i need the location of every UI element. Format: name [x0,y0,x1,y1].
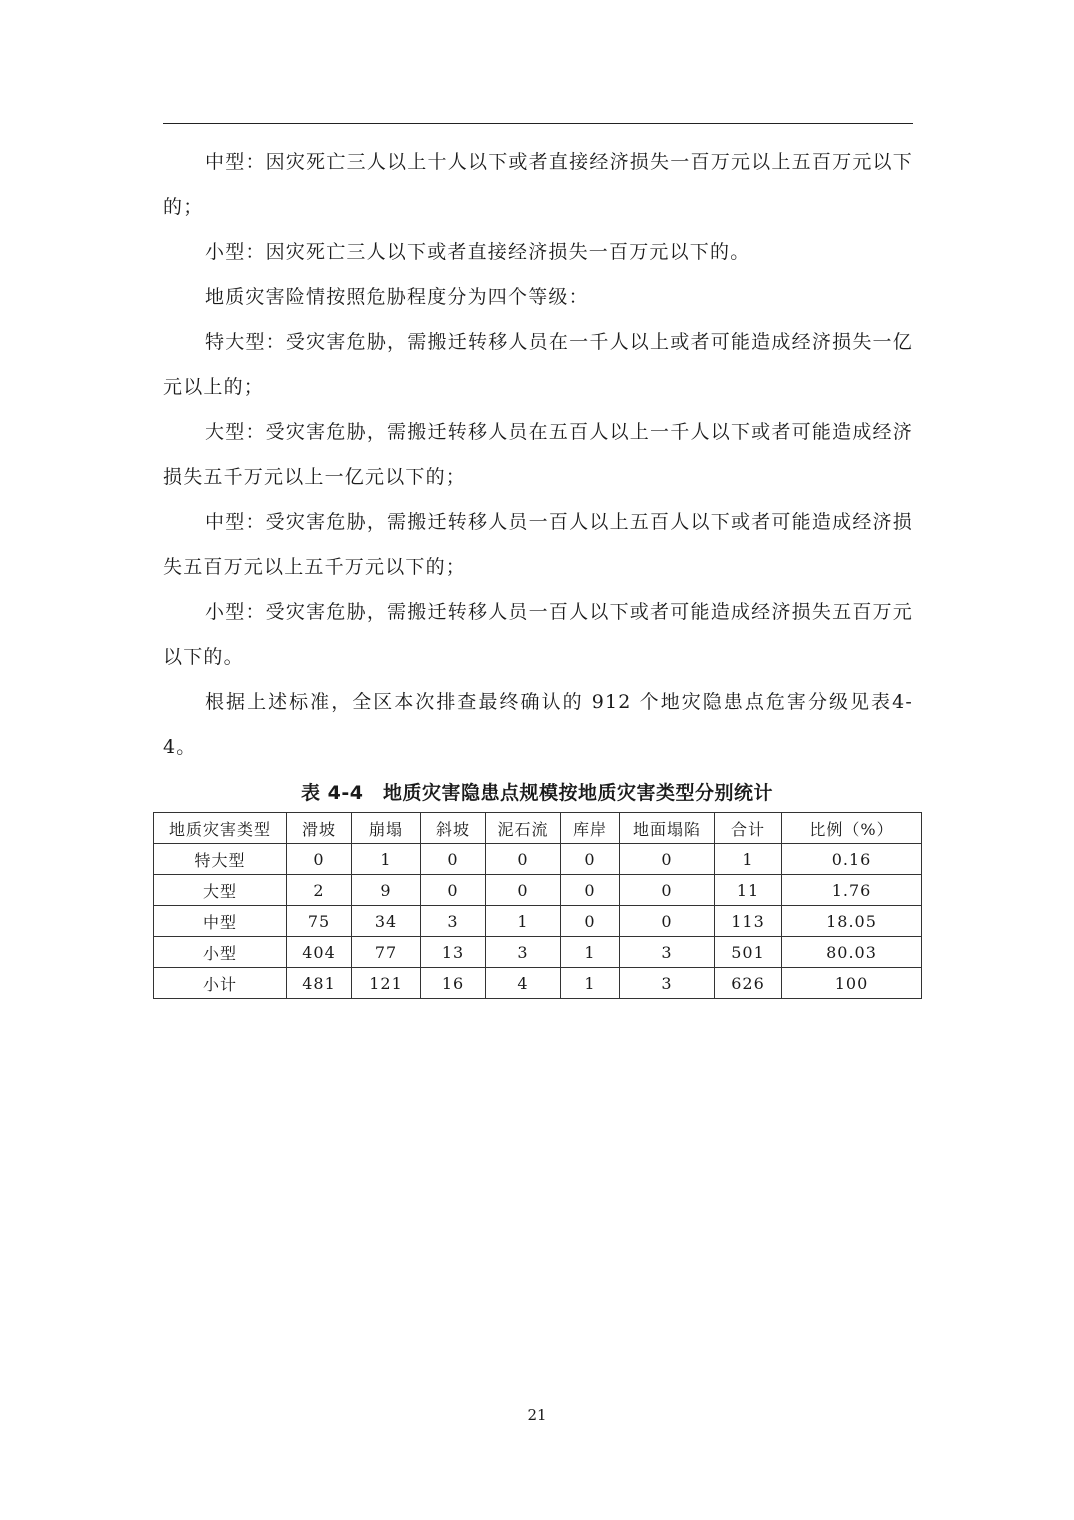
table-cell: 特大型 [154,844,287,875]
header-cell-collapse: 崩塌 [352,813,421,844]
table-cell: 3 [486,937,561,968]
header-cell-slope: 斜坡 [421,813,486,844]
table-cell: 中型 [154,906,287,937]
table-cell: 481 [287,968,352,999]
table-cell: 1 [486,906,561,937]
hazard-stats-table [153,812,922,999]
header-rule [163,123,913,124]
table-cell: 11 [715,875,782,906]
paragraph-7: 小型：受灾害危胁，需搬迁转移人员一百人以下或者可能造成经济损失五百万元以下的。 [163,601,913,668]
table-cell: 1.76 [782,875,922,906]
table-cell: 3 [620,968,715,999]
table-cell: 1 [561,968,620,999]
header-cell-ratio: 比例（%） [782,813,922,844]
table-cell: 100 [782,968,922,999]
table-cell: 3 [620,937,715,968]
table-cell: 0 [486,844,561,875]
table-cell: 1 [715,844,782,875]
table-cell: 1 [352,844,421,875]
table-cell: 18.05 [782,906,922,937]
header-cell-total: 合计 [715,813,782,844]
paragraph-4: 特大型：受灾害危胁，需搬迁转移人员在一千人以上或者可能造成经济损失一亿元以上的； [163,331,913,398]
header-cell-subsidence: 地面塌陷 [620,813,715,844]
table-cell: 16 [421,968,486,999]
paragraph-3: 地质灾害险情按照危胁程度分为四个等级： [205,286,589,308]
table-cell: 34 [352,906,421,937]
table-cell: 0 [486,875,561,906]
table-cell: 80.03 [782,937,922,968]
header-cell-type: 地质灾害类型 [154,813,287,844]
table-cell: 0 [287,844,352,875]
paragraph-1: 中型：因灾死亡三人以上十人以下或者直接经济损失一百万元以上五百万元以下的； [163,151,913,218]
body-text [163,140,913,770]
table-cell: 2 [287,875,352,906]
table-cell: 0 [421,875,486,906]
header-cell-debris-flow: 泥石流 [486,813,561,844]
table-row [154,875,922,906]
table-cell: 0 [421,844,486,875]
table-cell: 大型 [154,875,287,906]
table-cell: 1 [561,937,620,968]
header-cell-bank: 库岸 [561,813,620,844]
paragraph-2: 小型：因灾死亡三人以下或者直接经济损失一百万元以下的。 [205,241,751,263]
page-number: 21 [527,1406,547,1424]
table-cell: 0 [561,875,620,906]
paragraph-5: 大型：受灾害危胁，需搬迁转移人员在五百人以上一千人以下或者可能造成经济损失五千万元以上一亿元以下的； [163,421,913,488]
table-cell: 77 [352,937,421,968]
table-row-subtotal [154,968,922,999]
table-cell: 501 [715,937,782,968]
table-cell: 小计 [154,968,287,999]
table-cell: 4 [486,968,561,999]
table-row [154,844,922,875]
table-row [154,937,922,968]
table-cell: 13 [421,937,486,968]
table-cell: 404 [287,937,352,968]
header-cell-landslide: 滑坡 [287,813,352,844]
table-row [154,906,922,937]
table-cell: 113 [715,906,782,937]
table-caption: 表 4-4 地质灾害隐患点规模按地质灾害类型分别统计 [301,782,773,804]
table-cell: 0 [561,906,620,937]
table-cell: 3 [421,906,486,937]
table-cell: 75 [287,906,352,937]
table-cell: 0 [620,906,715,937]
table-cell: 0.16 [782,844,922,875]
table-cell: 小型 [154,937,287,968]
table-cell: 0 [561,844,620,875]
paragraph-6: 中型：受灾害危胁，需搬迁转移人员一百人以上五百人以下或者可能造成经济损失五百万元以上五千万元以下的； [163,511,913,578]
table-cell: 0 [620,844,715,875]
table-header-row [154,813,922,844]
table-cell: 626 [715,968,782,999]
table-cell: 0 [620,875,715,906]
paragraph-8: 根据上述标准，全区本次排查最终确认的 912 个地灾隐患点危害分级见表4-4。 [163,691,913,758]
table-cell: 121 [352,968,421,999]
table-cell: 9 [352,875,421,906]
